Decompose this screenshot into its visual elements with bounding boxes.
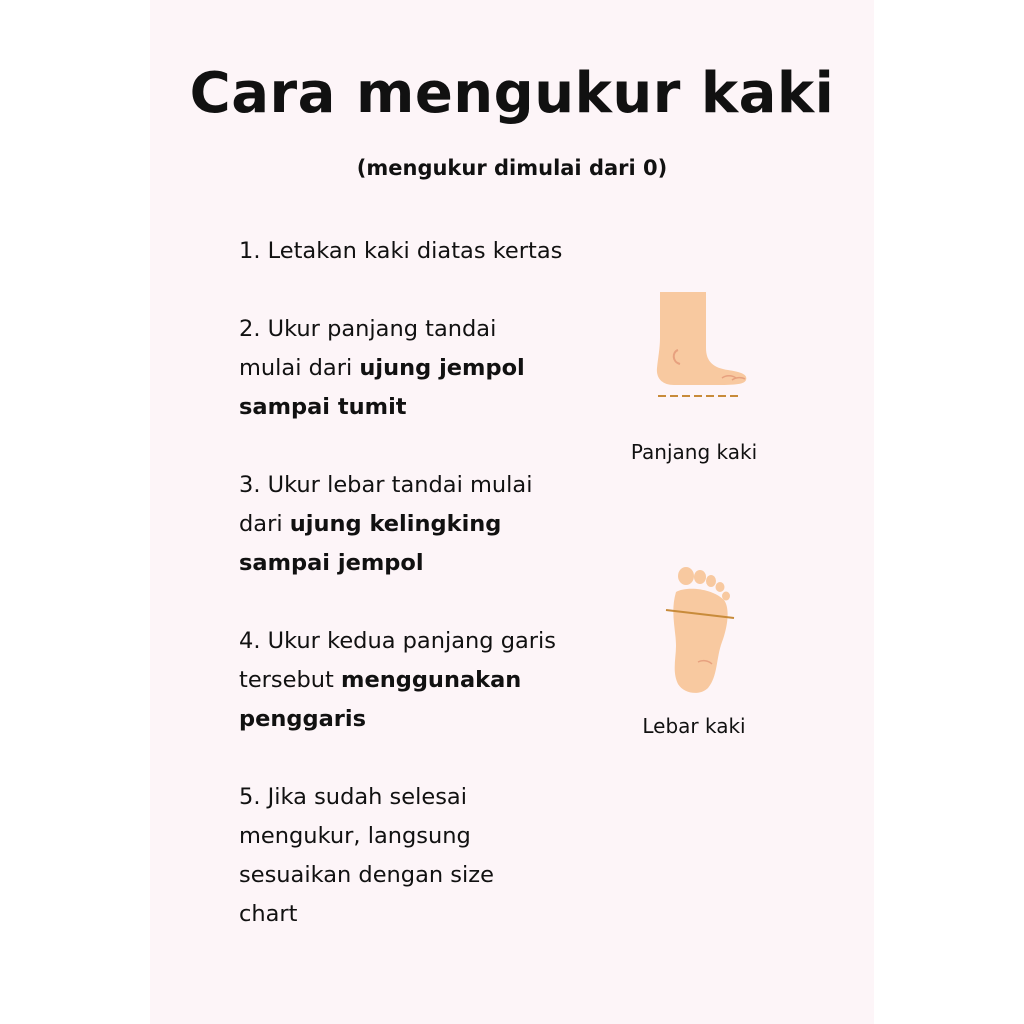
step-3-bold: ujung kelingking sampai jempol <box>239 511 502 576</box>
step-2-bold: ujung jempol sampai tumit <box>239 355 525 420</box>
foot-side-icon <box>652 288 752 404</box>
step-3 <box>239 466 559 583</box>
step-3-text: 3. Ukur lebar tandai mulai dari <box>239 472 533 537</box>
step-4 <box>239 622 579 739</box>
step-1-text: 1. Letakan kaki diatas kertas <box>239 238 563 264</box>
step-1 <box>239 232 599 271</box>
step-2-text: 2. Ukur panjang tandai mulai dari <box>239 316 497 381</box>
steps-list <box>239 232 599 973</box>
poster <box>150 0 874 1024</box>
step-4-bold: menggunakan penggaris <box>239 667 522 732</box>
foot-sole-icon <box>660 566 740 696</box>
width-label: Lebar kaki <box>642 714 746 738</box>
step-2 <box>239 310 549 427</box>
step-5-text: 5. Jika sudah selesai mengukur, langsung sesuaikan dengan size chart <box>239 784 494 927</box>
page-subtitle: (mengukur dimulai dari 0) <box>356 156 668 180</box>
step-5 <box>239 778 539 934</box>
page-title: Cara mengukur kaki <box>189 61 835 126</box>
length-label: Panjang kaki <box>630 440 758 464</box>
step-4-text: 4. Ukur kedua panjang garis tersebut <box>239 628 556 693</box>
